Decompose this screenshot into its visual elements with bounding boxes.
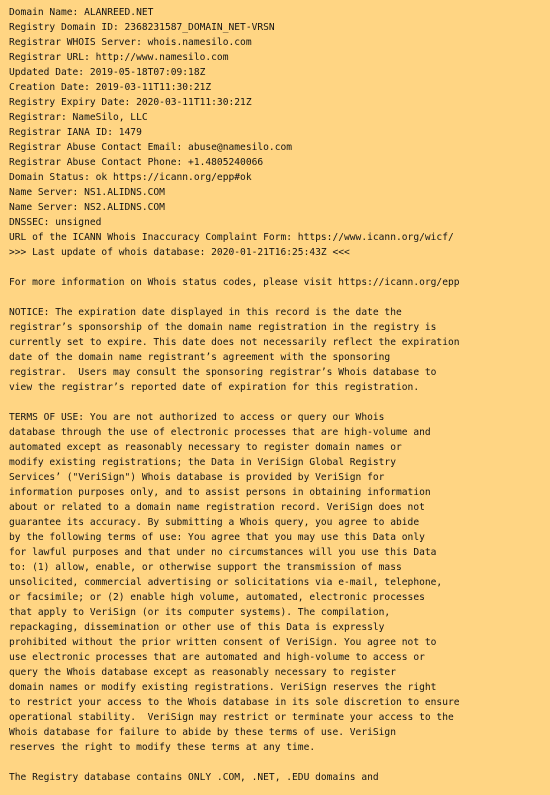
terms-of-use-section (9, 410, 550, 755)
terms-line: use electronic processes that are automated and high-volume to access or (9, 652, 425, 663)
record-line: Registrar Abuse Contact Email: abuse@namesilo.com (9, 142, 293, 153)
terms-line: for lawful purposes and that under no circumstances will you use this Data (9, 547, 437, 558)
record-line: Registrar WHOIS Server: whois.namesilo.com (9, 37, 252, 48)
terms-line: Whois database for failure to abide by these terms of use. VeriSign (9, 727, 396, 738)
terms-line: unsolicited, commercial advertising or solicitations via e-mail, telephone, (9, 577, 443, 588)
record-line: Creation Date: 2019-03-11T11:30:21Z (9, 82, 212, 93)
record-line: Name Server: NS1.ALIDNS.COM (9, 187, 165, 198)
record-line: Registrar URL: http://www.namesilo.com (9, 52, 229, 63)
terms-line: automated except as reasonably necessary to register domain names or (9, 442, 402, 453)
terms-line: operational stability. VeriSign may restrict or terminate your access to the (9, 712, 454, 723)
notice-line: date of the domain name registrant’s agreement with the sponsoring (9, 352, 391, 363)
terms-line: to restrict your access to the Whois database in its sole discretion to ensure (9, 697, 460, 708)
blank-line (9, 290, 550, 305)
record-line: Updated Date: 2019-05-18T07:09:18Z (9, 67, 206, 78)
record-line: Registry Expiry Date: 2020-03-11T11:30:21Z (9, 97, 252, 108)
notice-line: currently set to expire. This date does not necessarily reflect the expiration (9, 337, 460, 348)
terms-line: TERMS OF USE: You are not authorized to access or query our Whois (9, 412, 385, 423)
notice-line: registrar. Users may consult the sponsoring registrar’s Whois database to (9, 367, 437, 378)
terms-line: to: (1) allow, enable, or otherwise support the transmission of mass (9, 562, 402, 573)
terms-line: prohibited without the prior written consent of VeriSign. You agree not to (9, 637, 437, 648)
registry-info-line: The Registry database contains ONLY .COM, .NET, .EDU domains and (9, 772, 379, 783)
record-line: Domain Status: ok https://icann.org/epp#ok (9, 172, 252, 183)
blank-line (9, 395, 550, 410)
terms-line: by the following terms of use: You agree that you may use this Data only (9, 532, 425, 543)
record-line: Registrar Abuse Contact Phone: +1.4805240066 (9, 157, 264, 168)
terms-line: modify existing registrations; the Data in VeriSign Global Registry (9, 457, 396, 468)
terms-line: query the Whois database except as reasonably necessary to register (9, 667, 396, 678)
terms-line: Services’ ("VeriSign") Whois database is provided by VeriSign for (9, 472, 385, 483)
notice-section (9, 305, 550, 395)
whois-record-section (9, 5, 550, 260)
terms-line: repackaging, dissemination or other use of this Data is expressly (9, 622, 385, 633)
status-info-line: For more information on Whois status codes, please visit https://icann.org/epp (9, 277, 460, 288)
record-line: Registrar IANA ID: 1479 (9, 127, 142, 138)
record-line: Name Server: NS2.ALIDNS.COM (9, 202, 165, 213)
blank-line (9, 260, 550, 275)
terms-line: guarantee its accuracy. By submitting a Whois query, you agree to abide (9, 517, 420, 528)
terms-line: that apply to VeriSign (or its computer systems). The compilation, (9, 607, 391, 618)
record-line: URL of the ICANN Whois Inaccuracy Complaint Form: https://www.icann.org/wicf/ (9, 232, 454, 243)
notice-line: NOTICE: The expiration date displayed in this record is the date the (9, 307, 402, 318)
blank-line (9, 755, 550, 770)
terms-line: domain names or modify existing registrations. VeriSign reserves the right (9, 682, 437, 693)
notice-line: view the registrar’s reported date of expiration for this registration. (9, 382, 420, 393)
notice-line: registrar’s sponsorship of the domain name registration in the registry is (9, 322, 437, 333)
terms-line: database through the use of electronic processes that are high-volume and (9, 427, 431, 438)
record-line: Domain Name: ALANREED.NET (9, 7, 154, 18)
terms-line: information purposes only, and to assist persons in obtaining information (9, 487, 431, 498)
record-line: Registry Domain ID: 2368231587_DOMAIN_NET-VRSN (9, 22, 275, 33)
terms-line: about or related to a domain name registration record. VeriSign does not (9, 502, 425, 513)
terms-line: reserves the right to modify these terms at any time. (9, 742, 316, 753)
terms-line: or facsimile; or (2) enable high volume, automated, electronic processes (9, 592, 425, 603)
record-line: >>> Last update of whois database: 2020-01-21T16:25:43Z <<< (9, 247, 350, 258)
record-line: DNSSEC: unsigned (9, 217, 102, 228)
record-line: Registrar: NameSilo, LLC (9, 112, 148, 123)
